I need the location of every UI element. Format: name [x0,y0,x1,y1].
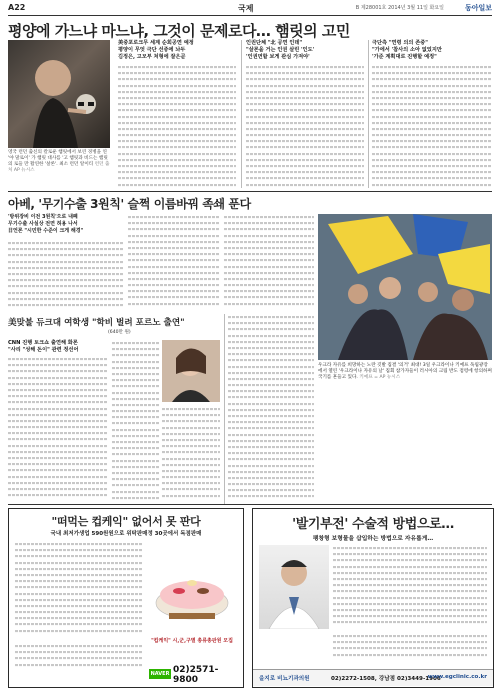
photo-credit: 런던 출처 AP 뉴시스 [8,162,110,173]
ad1-headline: "떠먹는 컵케익" 없어서 못 판다 [51,515,201,528]
article3-subhead: CNN 진행 토크쇼 출연해 화론 "사리 "성해 돈이" 관련 정선어 [8,340,79,353]
article3-col2-body [112,340,160,504]
clinic-phone[interactable]: 02)2272-1508, 강남점 02)3449-1906 [331,676,441,682]
article4-photo [318,214,492,360]
article2-subhead: '방위장비 이전 3원칙'으로 내폐 무기수출 사실상 전면 허용 나서 日언론 "시민한 수준이 크게 해경" [8,214,84,234]
photo-credit: 키예프 = AP 뉴시스 [359,375,401,380]
ad1-subhead: 국내 최저가생업 590원원으로 위탁판매정 30곳에서 독점판매 [50,531,202,537]
article2-col2-body [128,214,220,310]
column-divider [368,40,369,188]
ad2-headline: '발기부전' 수술적 방법으로… [292,517,454,532]
article1-col3-body [246,64,364,188]
article1-photo [8,40,110,148]
ad1-phone[interactable]: 02)2571-9800 [173,665,219,685]
article2-col4-body [228,314,314,504]
page-number: A22 [8,3,26,12]
article1-col2-body [118,64,236,188]
section-rule [8,191,492,192]
page-header [8,3,492,16]
column-divider [241,40,242,188]
article2-headline: 아베, '무기수출 3원칙' 슬쩍 이름바꿔 족쇄 푼다 [8,197,251,211]
article1-headline: 평양에 가느냐 마느냐, 그것이 문제로다… 햄릿의 고민 [8,22,350,40]
newspaper-brand: 동아일보 [464,4,492,12]
ad2-body [333,545,487,629]
article1-col4-subhead: 극단측 "연령 의의 존중" "가에서 '참사의 소아 없었지만 '가준 계획대로 진행할 예정" [372,40,442,60]
caption-text: 우크라 자유를 희망하는 노란 깃발 집결 '의거' 최대! 3일 우크라이나 키예프 독립광장에서 열린 '우크라이나 자유의 날' 집회 참가자들이 러시아의 크림 반도 점령에 항의하며 국기를 흔들고 있다. [318,363,492,380]
naver-badge: NAVER [150,671,170,677]
column-divider [224,314,225,504]
article3-headline: 美맞불 듀크대 여학생 "학비 벌려 포르노 출연" [8,318,185,328]
article3-col3-body [162,406,220,504]
section-label: 국제 [238,4,254,13]
clinic-url[interactable]: www.egclinic.co.kr [427,674,487,680]
caption-text: 영국 런던 출신의 칼로운 햄릿에서 보린 경병을 연 '야 말로이' 가 햄릿 대사를 '고 햄릿과 비드는 햄릿의 로들 만 활연한 '살론'. 최소 런던 알이티 [8,150,108,167]
article4-photo-caption [318,363,492,391]
cupcake-advertisement[interactable] [8,508,244,688]
clinic-name: 을지로 비뇨기과의원 [259,676,310,682]
ad2-subhead: 팽창형 보형물을 삽입하는 방법으로 자유롭게… [312,536,434,542]
ad2-footer [253,669,493,686]
ad1-bullets [15,643,143,673]
clinic-advertisement[interactable] [252,508,494,688]
ad1-cta: "컵케익" 시,군,구별 총류총판원 모집 [151,638,233,644]
doctor-photo [259,545,329,629]
article3-credit: (640만 원) [108,330,131,335]
cupcake-product-image [149,543,235,633]
section-rule [8,504,492,505]
article3-col1-body [8,356,108,504]
article1-photo-caption [8,150,110,188]
article1-col2-subhead: 美중포로크무 세계 순회공연 예정 평양이 무엇 극단 선증에 놔두 김정은, 고모부 처형에 잘은곧 [118,40,194,60]
article2-col3-body [224,214,314,310]
article3-photo [162,340,220,402]
ad2-body2 [333,633,487,663]
article2-col1-body [8,240,123,310]
issue-date: B 제28001호 2014년 3월 11일 화요일 [355,5,444,11]
article1-col4-body [372,64,492,188]
ad1-body [15,541,143,637]
article1-col3-subhead: 인권단체 "北 공연 인데" "살론을 거는 인권 살린 '인도' '인권먼할 보게 관심 가져야' [246,40,315,60]
